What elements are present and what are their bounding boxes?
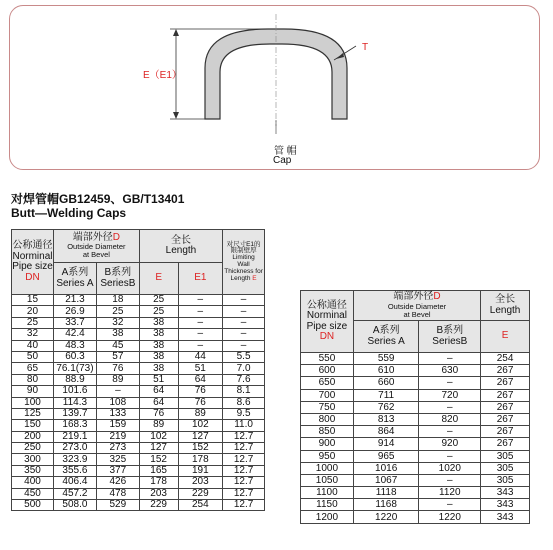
- table-cell: 400: [12, 477, 54, 488]
- table-cell: 38: [96, 329, 139, 340]
- table-cell: 750: [301, 401, 354, 413]
- table-cell: 12.7: [223, 465, 265, 476]
- table-cell: 90: [12, 386, 54, 397]
- header-e: E: [139, 263, 178, 295]
- table-cell: 88.9: [53, 374, 96, 385]
- table-cell: 76: [178, 397, 223, 408]
- table-cell: 813: [353, 413, 419, 425]
- table-row: [301, 474, 530, 486]
- table-cell: 1168: [353, 499, 419, 511]
- table-cell: 32: [96, 317, 139, 328]
- table-row: [12, 397, 265, 408]
- table-cell: –: [223, 295, 265, 306]
- arrow-up-icon: [173, 29, 179, 36]
- table-cell: –: [178, 340, 223, 351]
- table-cell: 305: [481, 474, 530, 486]
- table-cell: 191: [178, 465, 223, 476]
- table-cell: 250: [12, 443, 54, 454]
- table-cell: 38: [139, 363, 178, 374]
- table-cell: 40: [12, 340, 54, 351]
- table-row: [12, 329, 265, 340]
- table-cell: 100: [12, 397, 54, 408]
- table-cell: 64: [178, 374, 223, 385]
- table-cell: 267: [481, 365, 530, 377]
- table-cell: 165: [139, 465, 178, 476]
- table-cell: 267: [481, 401, 530, 413]
- table-cell: 89: [139, 420, 178, 431]
- table-cell: 762: [353, 401, 419, 413]
- table-cell: 139.7: [53, 408, 96, 419]
- table-cell: 89: [178, 408, 223, 419]
- table-cell: 50: [12, 351, 54, 362]
- table-cell: 57: [96, 351, 139, 362]
- table-cell: 150: [12, 420, 54, 431]
- table-row: [301, 450, 530, 462]
- table-cell: 64: [139, 386, 178, 397]
- table-cell: 15: [12, 295, 54, 306]
- header-nominal-en1: Norminal: [12, 250, 53, 262]
- table-cell: –: [419, 377, 481, 389]
- table-cell: 267: [481, 413, 530, 425]
- header2-od-cn: 端部外径: [393, 291, 434, 303]
- table-cell: 12.7: [223, 443, 265, 454]
- table-cell: 426: [96, 477, 139, 488]
- caps-table-small: [11, 229, 265, 511]
- table-row: [12, 374, 265, 385]
- header-series-b-en: SeriesB: [100, 277, 136, 289]
- header2-series-a: [353, 321, 419, 353]
- header2-series-a-cn: A系列: [372, 325, 400, 336]
- table-cell: 800: [301, 413, 354, 425]
- header-thick-line3: Limiting: [232, 254, 255, 262]
- table-cell: 12.7: [223, 500, 265, 511]
- table-cell: 38: [139, 317, 178, 328]
- table-row: [301, 377, 530, 389]
- header2-length-cn: 全长: [495, 294, 516, 305]
- table-cell: 273.0: [53, 443, 96, 454]
- table-row: [301, 462, 530, 474]
- header-length-cn: 全长: [170, 234, 191, 246]
- table-cell: 102: [178, 420, 223, 431]
- table-cell: 64: [139, 397, 178, 408]
- header2-e: E: [481, 321, 530, 353]
- table-cell: 850: [301, 426, 354, 438]
- table-cell: 76.1(73): [53, 363, 96, 374]
- table-row: [12, 386, 265, 397]
- header-thick-line6: Length: [230, 274, 253, 282]
- header-thick-line2: 限制壁厚: [230, 247, 257, 255]
- header2-series-b-cn: B系列: [436, 325, 464, 336]
- header-od-d: D: [112, 231, 120, 243]
- table-cell: 377: [96, 465, 139, 476]
- header2-nominal: [301, 291, 354, 353]
- table-cell: –: [178, 329, 223, 340]
- header-series-b: [96, 263, 139, 295]
- table-cell: 267: [481, 389, 530, 401]
- table-row: [12, 477, 265, 488]
- table-cell: 76: [139, 408, 178, 419]
- table-cell: 820: [419, 413, 481, 425]
- table-cell: 1220: [353, 511, 419, 523]
- table-cell: 127: [178, 431, 223, 442]
- table-cell: 900: [301, 438, 354, 450]
- header-thick-line4: Wall: [237, 261, 250, 268]
- table-row: [12, 340, 265, 351]
- table-row: [301, 353, 530, 365]
- header-series-a-en: Series A: [56, 277, 94, 289]
- table-cell: 152: [178, 443, 223, 454]
- table-cell: –: [178, 306, 223, 317]
- table-cell: 152: [139, 454, 178, 465]
- table-cell: 12.7: [223, 488, 265, 499]
- header2-length: [481, 291, 530, 321]
- header2-outside-diameter: [353, 291, 480, 321]
- table-cell: 8.1: [223, 386, 265, 397]
- table-cell: 343: [481, 499, 530, 511]
- table-cell: 5.5: [223, 351, 265, 362]
- table-cell: 101.6: [53, 386, 96, 397]
- table-row: [12, 351, 265, 362]
- table-cell: 178: [178, 454, 223, 465]
- table-cell: 7.0: [223, 363, 265, 374]
- table-row: [12, 420, 265, 431]
- header2-od-en2: at Bevel: [403, 309, 431, 319]
- table-cell: 65: [12, 363, 54, 374]
- table-cell: 9.5: [223, 408, 265, 419]
- table-row: [12, 306, 265, 317]
- table-cell: 42.4: [53, 329, 96, 340]
- table-cell: 457.2: [53, 488, 96, 499]
- table-cell: 133: [96, 408, 139, 419]
- cap-label-en: Cap: [273, 155, 292, 166]
- table-cell: –: [223, 317, 265, 328]
- table-cell: –: [223, 340, 265, 351]
- header2-nominal-cn: 公称通径: [306, 299, 347, 311]
- table-cell: 1118: [353, 487, 419, 499]
- table-cell: 159: [96, 420, 139, 431]
- table-cell: 1120: [419, 487, 481, 499]
- arrow-down-icon: [173, 112, 179, 119]
- table-cell: 1067: [353, 474, 419, 486]
- table-cell: 254: [481, 353, 530, 365]
- table-cell: –: [223, 329, 265, 340]
- table-cell: 12.7: [223, 477, 265, 488]
- table-cell: 125: [12, 408, 54, 419]
- header-nominal: [12, 230, 54, 295]
- table-cell: 89: [96, 374, 139, 385]
- table-cell: –: [419, 450, 481, 462]
- table-cell: 1220: [419, 511, 481, 523]
- table-cell: 8.6: [223, 397, 265, 408]
- table-cell: 1020: [419, 462, 481, 474]
- table-row: [301, 389, 530, 401]
- header2-series-b: [419, 321, 481, 353]
- table-cell: 12.7: [223, 431, 265, 442]
- header-length: [139, 230, 222, 263]
- table-row: [12, 443, 265, 454]
- table-cell: 965: [353, 450, 419, 462]
- table-cell: 300: [12, 454, 54, 465]
- table-cell: 12.7: [223, 454, 265, 465]
- header2-nominal-en1: Norminal: [306, 310, 347, 321]
- table-cell: 267: [481, 426, 530, 438]
- table-cell: 305: [481, 450, 530, 462]
- table-cell: 325: [96, 454, 139, 465]
- table-cell: –: [419, 499, 481, 511]
- header-e1: E1: [178, 263, 223, 295]
- length-label: E（E1）: [143, 70, 182, 81]
- header-od-en1: Outside Diameter: [67, 242, 126, 252]
- header2-od-d: D: [433, 291, 441, 303]
- table-row: [12, 454, 265, 465]
- table-cell: 76: [96, 363, 139, 374]
- table-cell: 1016: [353, 462, 419, 474]
- table-cell: 660: [353, 377, 419, 389]
- table-cell: 267: [481, 377, 530, 389]
- table-cell: 920: [419, 438, 481, 450]
- table-cell: –: [96, 386, 139, 397]
- header-nominal-dn: DN: [25, 271, 40, 283]
- table-cell: 1200: [301, 511, 354, 523]
- table-cell: 550: [301, 353, 354, 365]
- table-cell: 219.1: [53, 431, 96, 442]
- table-cell: –: [178, 295, 223, 306]
- table-cell: –: [419, 401, 481, 413]
- header-thick-line1: 对尺寸E1的: [226, 240, 261, 248]
- table-cell: 323.9: [53, 454, 96, 465]
- table-cell: 168.3: [53, 420, 96, 431]
- caps-table-large-body: [301, 353, 530, 524]
- caps-table-small-body: [12, 295, 265, 511]
- header-od-cn: 端部外径: [72, 231, 113, 243]
- table-cell: 305: [481, 462, 530, 474]
- table-cell: 406.4: [53, 477, 96, 488]
- table-cell: 108: [96, 397, 139, 408]
- title-en: Butt—Welding Caps: [11, 206, 127, 220]
- table-cell: 25: [12, 317, 54, 328]
- table-cell: 450: [12, 488, 54, 499]
- table-cell: 203: [178, 477, 223, 488]
- table-row: [301, 487, 530, 499]
- table-cell: 229: [139, 500, 178, 511]
- table-row: [301, 365, 530, 377]
- header-limiting-thickness: [223, 230, 265, 295]
- table-cell: 25: [139, 295, 178, 306]
- table-cell: 711: [353, 389, 419, 401]
- table-cell: 529: [96, 500, 139, 511]
- table-cell: 51: [178, 363, 223, 374]
- table-cell: 203: [139, 488, 178, 499]
- table-cell: 44: [178, 351, 223, 362]
- table-cell: 273: [96, 443, 139, 454]
- header-nominal-en2: Pipe size: [12, 261, 53, 272]
- table-cell: 76: [178, 386, 223, 397]
- table-row: [301, 426, 530, 438]
- table-row: [12, 408, 265, 419]
- table-cell: 950: [301, 450, 354, 462]
- table-row: [12, 317, 265, 328]
- table-cell: 33.7: [53, 317, 96, 328]
- table-cell: 7.6: [223, 374, 265, 385]
- table-cell: 25: [139, 306, 178, 317]
- table-cell: –: [419, 426, 481, 438]
- table-cell: –: [419, 353, 481, 365]
- header-od-en2: at Bevel: [82, 250, 110, 260]
- table-cell: 51: [139, 374, 178, 385]
- table-cell: –: [178, 317, 223, 328]
- table-cell: 127: [139, 443, 178, 454]
- table-cell: 1050: [301, 474, 354, 486]
- table-row: [301, 413, 530, 425]
- table-cell: 700: [301, 389, 354, 401]
- table-cell: 254: [178, 500, 223, 511]
- table-cell: 219: [96, 431, 139, 442]
- cap-diagram-panel: [9, 5, 540, 170]
- table-row: [12, 431, 265, 442]
- header2-nominal-en2: Pipe size: [306, 320, 348, 332]
- header2-series-b-en: SeriesB: [432, 335, 468, 347]
- table-cell: 102: [139, 431, 178, 442]
- table-cell: 229: [178, 488, 223, 499]
- header-series-a-cn: A系列: [61, 267, 89, 278]
- table-cell: 38: [139, 351, 178, 362]
- header-nominal-cn: 公称通径: [12, 240, 53, 251]
- header2-length-en: Length: [489, 304, 521, 316]
- table-cell: 48.3: [53, 340, 96, 351]
- table-cell: 343: [481, 511, 530, 523]
- table-cell: 114.3: [53, 397, 96, 408]
- table-cell: 80: [12, 374, 54, 385]
- table-cell: –: [419, 474, 481, 486]
- table-cell: 864: [353, 426, 419, 438]
- header-series-a: [53, 263, 96, 295]
- table-cell: 38: [139, 340, 178, 351]
- title-cn: 对焊管帽GB12459、GB/T13401: [11, 192, 185, 206]
- table-cell: 26.9: [53, 306, 96, 317]
- table-row: [12, 465, 265, 476]
- table-row: [12, 488, 265, 499]
- table-row: [12, 295, 265, 306]
- table-cell: 508.0: [53, 500, 96, 511]
- table-cell: 20: [12, 306, 54, 317]
- table-cell: 650: [301, 377, 354, 389]
- cap-label-cn: 管 帽: [274, 146, 297, 157]
- table-cell: 1000: [301, 462, 354, 474]
- header-series-b-cn: B系列: [104, 267, 132, 278]
- table-cell: 21.3: [53, 295, 96, 306]
- table-cell: 200: [12, 431, 54, 442]
- table-cell: 25: [96, 306, 139, 317]
- table-cell: 1150: [301, 499, 354, 511]
- table-cell: 600: [301, 365, 354, 377]
- table-cell: 18: [96, 295, 139, 306]
- table-cell: 11.0: [223, 420, 265, 431]
- thickness-label: T: [362, 42, 369, 53]
- table-cell: 914: [353, 438, 419, 450]
- table-cell: 178: [139, 477, 178, 488]
- table-row: [301, 401, 530, 413]
- table-row: [301, 499, 530, 511]
- table-cell: 559: [353, 353, 419, 365]
- table-cell: 1100: [301, 487, 354, 499]
- table-cell: 355.6: [53, 465, 96, 476]
- table-cell: 630: [419, 365, 481, 377]
- table-cell: 478: [96, 488, 139, 499]
- header2-od-en1: Outside Diameter: [387, 301, 447, 311]
- table-cell: 610: [353, 365, 419, 377]
- table-cell: 500: [12, 500, 54, 511]
- table-cell: 45: [96, 340, 139, 351]
- table-row: [12, 500, 265, 511]
- caps-table-large: [300, 290, 530, 524]
- header-outside-diameter: [53, 230, 139, 263]
- table-cell: 350: [12, 465, 54, 476]
- table-cell: 720: [419, 389, 481, 401]
- table-cell: –: [223, 306, 265, 317]
- table-row: [301, 511, 530, 523]
- header2-nominal-dn: DN: [319, 331, 335, 342]
- table-cell: 343: [481, 487, 530, 499]
- table-cell: 38: [139, 329, 178, 340]
- table-cell: 267: [481, 438, 530, 450]
- header-thick-line5: Thickness for: [224, 267, 263, 275]
- header2-series-a-en: Series A: [367, 335, 405, 347]
- header-thick-e: E: [252, 274, 257, 282]
- table-row: [301, 438, 530, 450]
- header-length-en: Length: [165, 245, 197, 256]
- table-cell: 60.3: [53, 351, 96, 362]
- table-cell: 32: [12, 329, 54, 340]
- table-row: [12, 363, 265, 374]
